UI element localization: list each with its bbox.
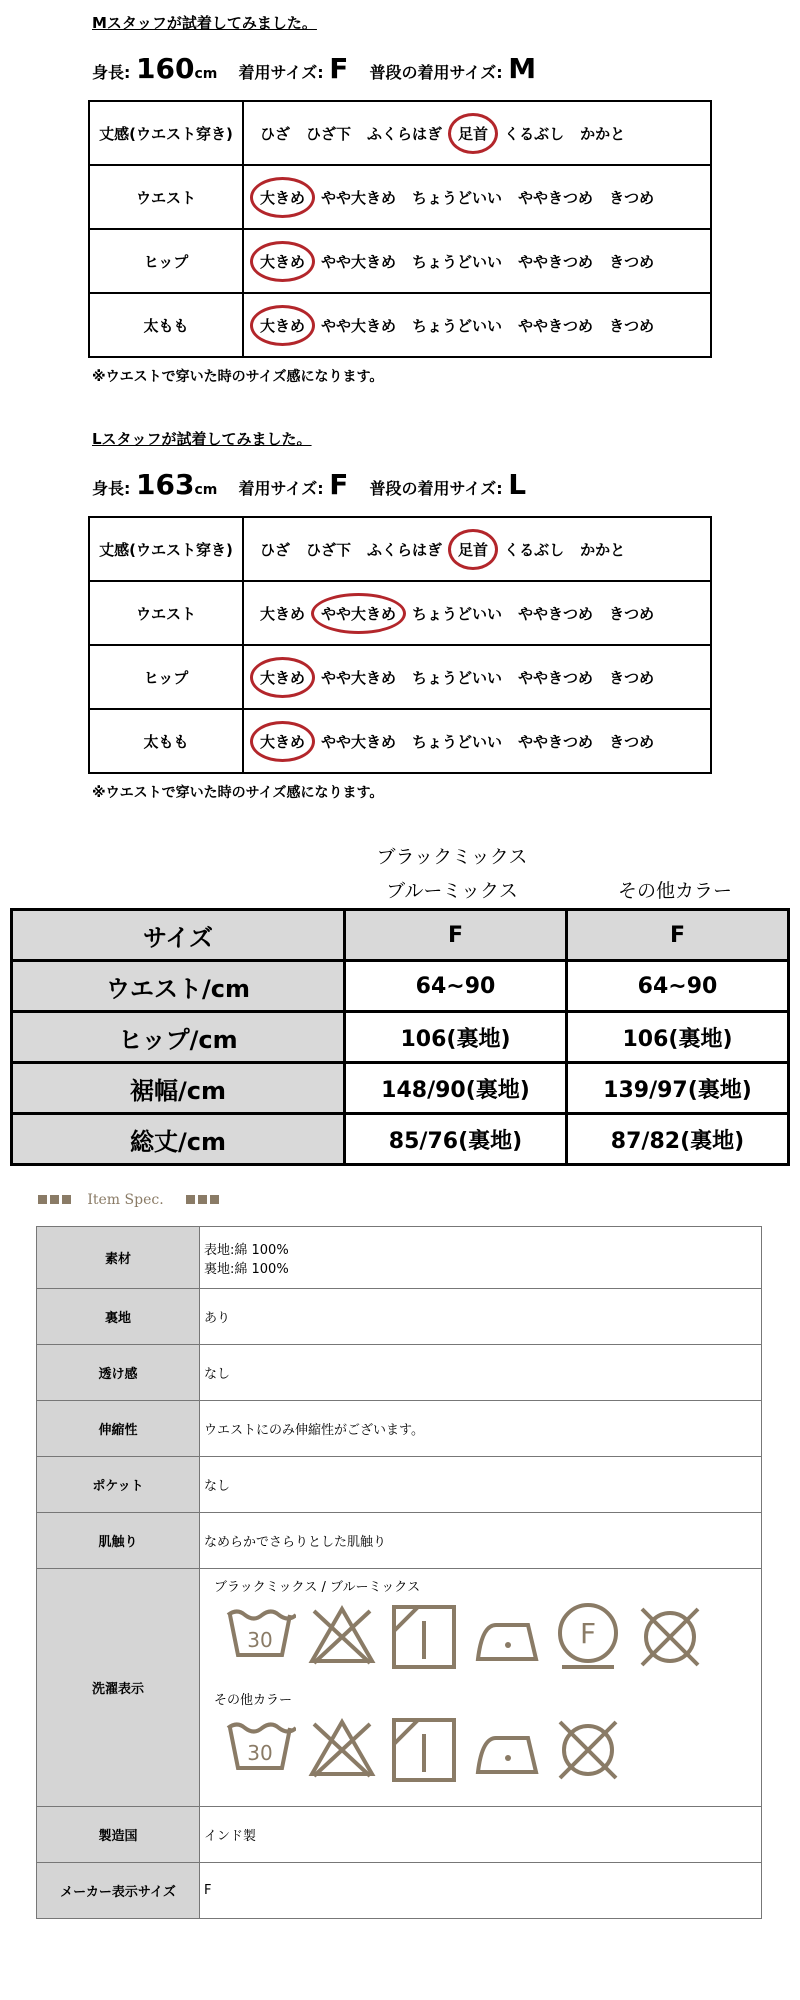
size-cell: 64~90: [345, 961, 567, 1012]
size-cell: 106(裏地): [567, 1012, 789, 1063]
fit-option: ちょうどいい: [412, 188, 503, 207]
fit-option: かかと: [580, 124, 626, 143]
height-unit: cm: [194, 66, 218, 82]
spec-value: なし: [200, 1345, 762, 1401]
table-row: [12, 1114, 789, 1165]
usual-size-value: L: [508, 468, 527, 501]
svg-text:F: F: [579, 1617, 597, 1650]
fit-options: [243, 645, 711, 709]
item-spec-title: [38, 1192, 222, 1208]
fit-option-selected: やや大きめ: [319, 599, 398, 628]
table-row: [37, 1569, 762, 1807]
size-cell: F: [345, 910, 567, 961]
fit-option: やや大きめ: [321, 188, 397, 207]
care-group2-icons: [204, 1708, 760, 1796]
spec-key: 素材: [37, 1227, 200, 1289]
table-row: [37, 1863, 762, 1919]
size-table: [10, 908, 790, 1166]
usual-size-label: 普段の着用サイズ:: [369, 63, 503, 82]
spec-value: ウエストにのみ伸縮性がございます。: [200, 1401, 762, 1457]
fit-option: きつめ: [609, 668, 655, 687]
wash-30-icon: [224, 1601, 306, 1677]
iron-low-icon: [470, 1601, 552, 1677]
svg-text:30: 30: [247, 1741, 273, 1765]
height-label: 身長:: [92, 479, 131, 498]
no-tumble-dry-icon: [552, 1714, 634, 1790]
iron-low-icon: [470, 1714, 552, 1790]
table-row: [89, 645, 711, 709]
size-cell: 87/82(裏地): [567, 1114, 789, 1165]
care-group2-label: その他カラー: [214, 1693, 293, 1708]
fit-option: ちょうどいい: [412, 732, 503, 751]
staff-l-fit-table: [88, 516, 712, 774]
fit-option: ちょうどいい: [412, 316, 503, 335]
fit-option: くるぶし: [504, 540, 565, 559]
size-cell: F: [567, 910, 789, 961]
table-row: [37, 1345, 762, 1401]
height-value: 160: [135, 52, 195, 85]
height-unit: cm: [194, 482, 218, 498]
size-cell: ウエスト/cm: [12, 961, 345, 1012]
svg-text:30: 30: [247, 1628, 273, 1652]
shade-line-dry-icon: [388, 1601, 470, 1677]
fit-option: ややきつめ: [518, 604, 594, 623]
spec-key: 伸縮性: [37, 1401, 200, 1457]
fit-option: やや大きめ: [321, 732, 397, 751]
size-cell: 総丈/cm: [12, 1114, 345, 1165]
wear-size-value: F: [329, 52, 349, 85]
table-row: [12, 961, 789, 1012]
fit-option: ややきつめ: [518, 668, 594, 687]
usual-size-label: 普段の着用サイズ:: [369, 479, 503, 498]
fit-options: [243, 581, 711, 645]
table-row: [89, 581, 711, 645]
size-cell: サイズ: [12, 910, 345, 961]
spec-value-line: 裏地:綿 100%: [204, 1261, 289, 1277]
spec-value: なめらかでさらりとした肌触り: [200, 1513, 762, 1569]
table-row: [37, 1401, 762, 1457]
fit-row-label: 太もも: [89, 709, 243, 773]
spec-key: メーカー表示サイズ: [37, 1863, 200, 1919]
spec-value: [200, 1227, 762, 1289]
table-row: [37, 1807, 762, 1863]
size-col2-header: その他カラー: [617, 880, 732, 902]
fit-row-label: ヒップ: [89, 229, 243, 293]
staff-m-fit-table: [88, 100, 712, 358]
fit-options: [243, 229, 711, 293]
staff-l-meta: [92, 468, 526, 501]
fit-option: きつめ: [609, 604, 655, 623]
fit-option: ひざ: [260, 124, 291, 143]
fit-option: ふくらはぎ: [367, 124, 443, 143]
fit-row-label: 丈感(ウエスト穿き): [89, 101, 243, 165]
spec-value: インド製: [200, 1807, 762, 1863]
wear-size-label: 着用サイズ:: [238, 63, 324, 82]
fit-row-label: 太もも: [89, 293, 243, 357]
staff-l-note: ※ウエストで穿いた時のサイズ感になります。: [92, 785, 384, 801]
fit-option: やや大きめ: [321, 316, 397, 335]
table-row: [12, 910, 789, 961]
fit-option: ちょうどいい: [412, 668, 503, 687]
table-row: [37, 1457, 762, 1513]
table-row: [89, 709, 711, 773]
fit-row-label: ヒップ: [89, 645, 243, 709]
spec-value-line: 表地:綿 100%: [204, 1242, 289, 1258]
fit-options: [243, 293, 711, 357]
fit-option: ややきつめ: [518, 732, 594, 751]
wear-size-label: 着用サイズ:: [238, 479, 324, 498]
fit-option: ちょうどいい: [412, 252, 503, 271]
table-row: [89, 229, 711, 293]
height-label: 身長:: [92, 63, 131, 82]
fit-option-selected: 大きめ: [258, 663, 307, 692]
fit-options: [243, 165, 711, 229]
fit-option: ややきつめ: [518, 316, 594, 335]
fit-row-label: ウエスト: [89, 581, 243, 645]
staff-m-meta: [92, 52, 536, 85]
table-row: [89, 165, 711, 229]
staff-l-title: Lスタッフが試着してみました。: [92, 430, 312, 448]
spec-key: ポケット: [37, 1457, 200, 1513]
dry-clean-f-icon: [552, 1601, 634, 1677]
fit-option: きつめ: [609, 732, 655, 751]
fit-row-label: ウエスト: [89, 165, 243, 229]
size-cell: 裾幅/cm: [12, 1063, 345, 1114]
size-cell: 148/90(裏地): [345, 1063, 567, 1114]
usual-size-value: M: [508, 52, 537, 85]
spec-value: あり: [200, 1289, 762, 1345]
no-tumble-dry-icon: [634, 1601, 716, 1677]
spec-key: 肌触り: [37, 1513, 200, 1569]
spec-value: F: [200, 1863, 762, 1919]
care-group1-label: ブラックミックス / ブルーミックス: [214, 1580, 421, 1595]
spec-key: 製造国: [37, 1807, 200, 1863]
item-spec-table: [36, 1226, 762, 1919]
fit-option: ふくらはぎ: [367, 540, 443, 559]
no-bleach-icon: [306, 1714, 388, 1790]
fit-options: [243, 517, 711, 581]
table-row: [37, 1227, 762, 1289]
fit-option: きつめ: [609, 252, 655, 271]
size-col1-header-line2: ブルーミックス: [386, 880, 518, 902]
care-group1-icons: [204, 1595, 760, 1683]
fit-option-selected: 足首: [456, 119, 490, 148]
item-spec-title-text: Item Spec.: [87, 1192, 164, 1208]
spec-key: 洗濯表示: [37, 1569, 200, 1807]
fit-option: ひざ: [260, 540, 291, 559]
fit-option-selected: 足首: [456, 535, 490, 564]
fit-option: ややきつめ: [518, 188, 594, 207]
height-value: 163: [135, 468, 195, 501]
size-cell: 64~90: [567, 961, 789, 1012]
spec-key: 透け感: [37, 1345, 200, 1401]
fit-option: やや大きめ: [321, 668, 397, 687]
fit-option: ちょうどいい: [412, 604, 503, 623]
wash-30-icon: [224, 1714, 306, 1790]
size-cell: 85/76(裏地): [345, 1114, 567, 1165]
fit-option: 大きめ: [260, 604, 306, 623]
fit-option-selected: 大きめ: [258, 727, 307, 756]
staff-m-note: ※ウエストで穿いた時のサイズ感になります。: [92, 369, 384, 385]
fit-option: くるぶし: [504, 124, 565, 143]
fit-option: ひざ下: [306, 124, 352, 143]
size-cell: 139/97(裏地): [567, 1063, 789, 1114]
fit-option-selected: 大きめ: [258, 311, 307, 340]
fit-option: きつめ: [609, 316, 655, 335]
size-cell: 106(裏地): [345, 1012, 567, 1063]
spec-key: 裏地: [37, 1289, 200, 1345]
table-row: [37, 1289, 762, 1345]
spec-value: なし: [200, 1457, 762, 1513]
shade-line-dry-icon: [388, 1714, 470, 1790]
fit-option: やや大きめ: [321, 252, 397, 271]
no-bleach-icon: [306, 1601, 388, 1677]
table-row: [89, 101, 711, 165]
staff-m-title: Mスタッフが試着してみました。: [92, 14, 317, 32]
fit-options: [243, 709, 711, 773]
table-row: [89, 517, 711, 581]
fit-option: ひざ下: [306, 540, 352, 559]
table-row: [89, 293, 711, 357]
care-symbols: [200, 1569, 762, 1807]
fit-options: [243, 101, 711, 165]
table-row: [37, 1513, 762, 1569]
wear-size-value: F: [329, 468, 349, 501]
fit-option-selected: 大きめ: [258, 183, 307, 212]
fit-row-label: 丈感(ウエスト穿き): [89, 517, 243, 581]
fit-option: ややきつめ: [518, 252, 594, 271]
fit-option: かかと: [580, 540, 626, 559]
size-cell: ヒップ/cm: [12, 1012, 345, 1063]
fit-option: きつめ: [609, 188, 655, 207]
table-row: [12, 1063, 789, 1114]
fit-option-selected: 大きめ: [258, 247, 307, 276]
table-row: [12, 1012, 789, 1063]
size-col1-header-line1: ブラックミックス: [376, 846, 528, 868]
